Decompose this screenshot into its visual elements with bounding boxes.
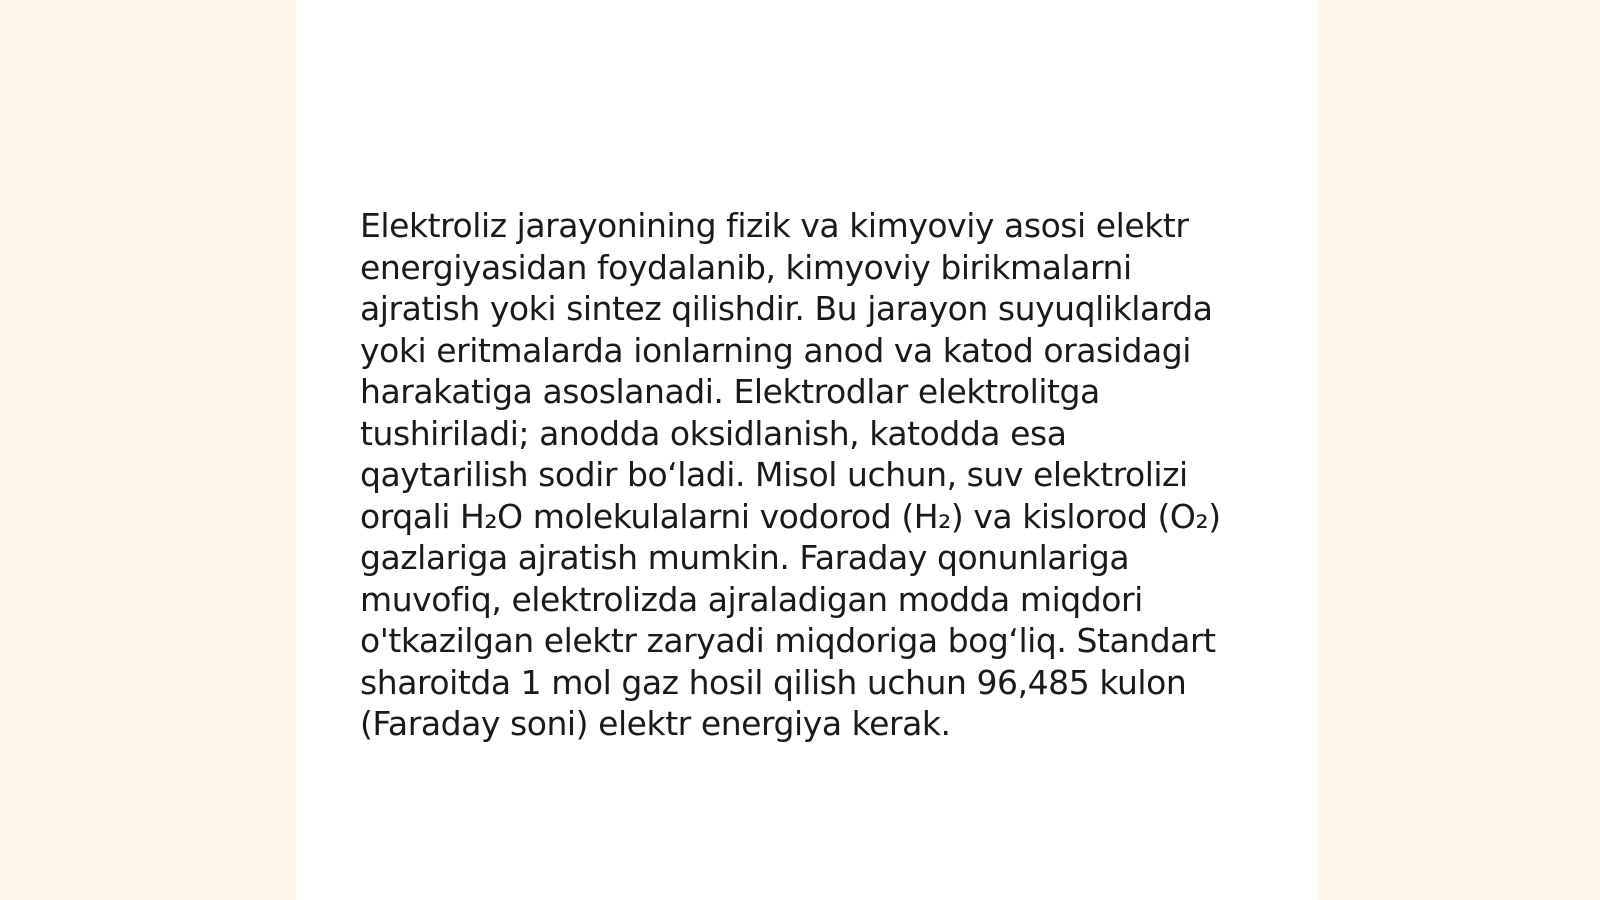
body-line: gazlariga ajratish mumkin. Faraday qonunlariga xyxy=(360,538,1130,577)
body-line: o'tkazilgan elektr zaryadi miqdoriga bog‘liq. Standart xyxy=(360,621,1216,660)
body-line: tushiriladi; anodda oksidlanish, katodda esa xyxy=(360,413,1067,453)
body-line: yoki eritmalarda ionlarning anod va katod orasidagi xyxy=(360,330,1191,370)
body-line: energiyasidan foydalanib, kimyoviy birikmalarni xyxy=(360,247,1132,287)
body-line: qaytarilish sodir bo‘ladi. Misol uchun, suv elektrolizi xyxy=(360,455,1188,494)
slide-page xyxy=(296,0,1318,900)
body-line: (Faraday soni) elektr energiya kerak. xyxy=(360,704,951,743)
body-line: orqali H₂O molekulalarni vodorod (H₂) va kislorod (O₂) xyxy=(360,496,1221,536)
body-line: Elektroliz jarayonining fizik va kimyoviy asosi elektr xyxy=(360,206,1189,245)
slide-body-text xyxy=(360,205,1240,745)
body-line: ajratish yoki sintez qilishdir. Bu jarayon suyuqliklarda xyxy=(360,289,1213,328)
body-line: muvofiq, elektrolizda ajraladigan modda miqdori xyxy=(360,579,1143,619)
body-line: sharoitda 1 mol gaz hosil qilish uchun 96,485 kulon xyxy=(360,662,1187,702)
body-line: harakatiga asoslanadi. Elektrodlar elektrolitga xyxy=(360,372,1100,411)
